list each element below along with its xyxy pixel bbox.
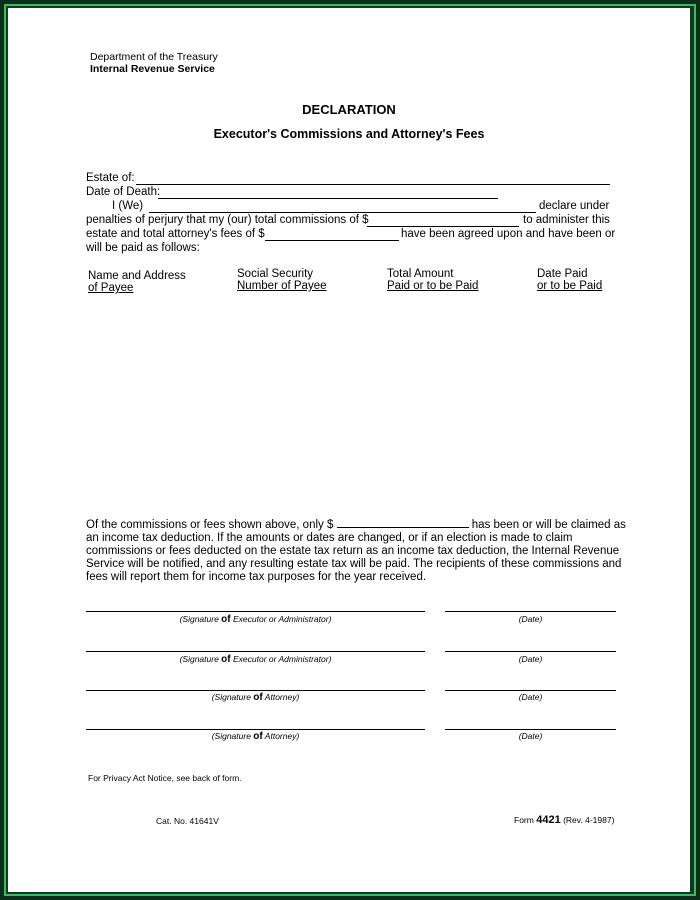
col-date (537, 268, 602, 292)
date-line-4[interactable] (445, 729, 616, 730)
date-line-3[interactable] (445, 690, 616, 691)
signature-caption-2: (Signature of Executor or Administrator) (179, 654, 332, 665)
col-ssn (237, 268, 327, 292)
col-date-line2: or to be Paid (537, 280, 603, 292)
form-title: DECLARATION (302, 102, 396, 117)
date-line-1[interactable] (445, 611, 616, 612)
form-subtitle: Executor's Commissions and Attorney's Fees (213, 127, 485, 141)
signature-line-3[interactable] (86, 690, 425, 691)
commissions-amount-field[interactable] (367, 226, 519, 227)
death-date-field[interactable] (158, 198, 498, 199)
col-date-line1: Date Paid (537, 268, 588, 280)
attorney-fees-text: estate and total attorney's fees of $ (86, 228, 265, 240)
date-caption-4: (Date) (518, 731, 543, 741)
estate-field[interactable] (136, 184, 610, 185)
signature-line-4[interactable] (86, 729, 425, 730)
claim-text-2: has been or will be claimed as an income tax deduction. If the amounts or dates are changed, or if an election is made to claim commissions or fees deducted on the estate tax return as an income tax deduction, the Internal Revenue Service will be notified, and any resulting estate tax will be paid. The recipients of these commissions and fees will report them for income tax purposes for the year received. (86, 519, 626, 583)
dept-line-1: Department of the Treasury (90, 51, 218, 63)
estate-label: Estate of: (86, 172, 135, 184)
department-header (90, 51, 218, 75)
signature-caption-1: (Signature of Executor or Administrator) (179, 614, 332, 625)
attorney-fees-field[interactable] (265, 240, 399, 241)
signature-caption-4: (Signature of Attorney) (211, 731, 300, 742)
declare-text: declare under (539, 200, 610, 212)
catalog-number: Cat. No. 41641V (156, 816, 219, 826)
date-line-2[interactable] (445, 651, 616, 652)
perjury-text: penalties of perjury that my (our) total commissions of $ (86, 214, 369, 226)
claim-text-1: Of the commissions or fees shown above, only $ (86, 519, 334, 531)
form-page (8, 8, 690, 892)
signature-line-2[interactable] (86, 651, 425, 652)
claimed-amount-field[interactable] (337, 517, 469, 528)
col-amount (387, 268, 478, 292)
administer-text: to administer this (523, 214, 610, 226)
form-number: Form 4421 (Rev. 4-1987) (514, 814, 615, 826)
iwe-label: I (We) (112, 200, 144, 212)
agreed-text: have been agreed upon and have been or (401, 228, 616, 240)
date-caption-1: (Date) (518, 614, 543, 624)
paid-as-follows-text: will be paid as follows: (86, 242, 200, 254)
date-caption-2: (Date) (518, 654, 543, 664)
col-amount-line1: Total Amount (387, 268, 454, 280)
signature-line-1[interactable] (86, 611, 425, 612)
col-ssn-line2: Number of Payee (237, 280, 327, 292)
col-payee-line2: of Payee (88, 282, 134, 294)
dept-line-2: Internal Revenue Service (90, 63, 215, 75)
col-payee (88, 270, 186, 294)
date-caption-3: (Date) (518, 692, 543, 702)
signature-caption-3: (Signature of Attorney) (211, 692, 300, 703)
col-ssn-line1: Social Security (237, 268, 314, 280)
privacy-notice: For Privacy Act Notice, see back of form. (88, 773, 242, 783)
death-date-label: Date of Death: (86, 186, 161, 198)
col-amount-line2: Paid or to be Paid (387, 280, 479, 292)
claim-paragraph (86, 517, 626, 584)
col-payee-line1: Name and Address (88, 270, 186, 282)
iwe-field[interactable] (149, 212, 536, 213)
